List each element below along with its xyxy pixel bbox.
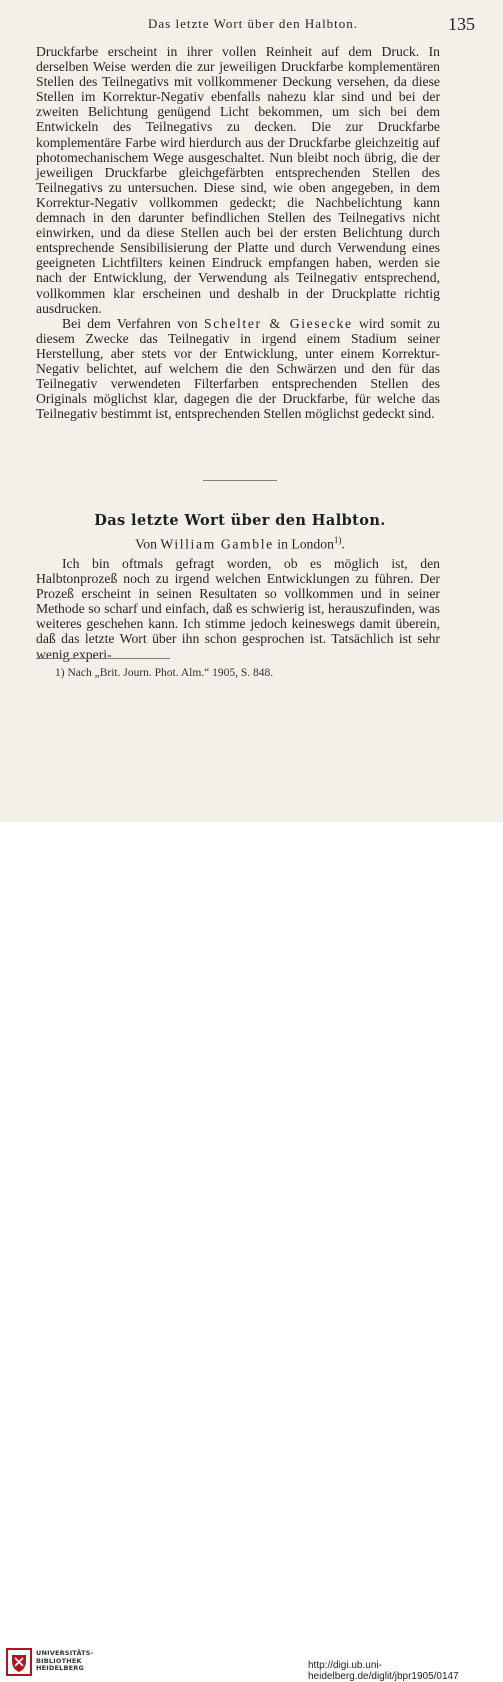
byline: Von William Gamble in London$^{1)}$. bbox=[135, 535, 345, 552]
running-head bbox=[0, 14, 503, 36]
section-divider bbox=[203, 480, 277, 481]
running-title: Das letzte Wort über den Halbton. bbox=[148, 16, 359, 31]
byline-prefix: Von bbox=[135, 536, 161, 552]
library-name-line: UNIVERSITÄTS- bbox=[36, 1649, 94, 1657]
paragraph-intro: Ich bin oftmals gefragt worden, ob es möglich ist, den Halbtonprozeß noch zu irgend welchen Entwicklungen zu führen. Der Prozeß erscheint in seinen Resultaten so vollkommen und in seiner Methode so scharf und einfach, daß es schwierig ist, herauszufinden, was weiteres geschehen kann. Ich stimme jedoch keineswegs damit überein, daß das letzte Wort über ihn schon gesprochen ist. Tatsächlich ist sehr wenig experi- bbox=[36, 556, 440, 662]
university-seal-icon[interactable] bbox=[5, 1647, 33, 1677]
footnote-rule bbox=[36, 658, 170, 659]
byline-suffix: in London bbox=[273, 536, 334, 552]
body-text-top bbox=[36, 44, 440, 421]
company-names: Schelter & Giesecke bbox=[204, 315, 353, 331]
page-number: 135 bbox=[448, 14, 475, 34]
author-name: William Gamble bbox=[160, 536, 274, 552]
library-name bbox=[36, 1650, 94, 1673]
paragraph-schelter-giesecke bbox=[36, 316, 440, 422]
footnote-marker: 1) bbox=[333, 535, 342, 545]
book-page bbox=[0, 0, 503, 822]
section-title: Das letzte Wort über den Halbton. bbox=[94, 512, 386, 529]
library-name-line: BIBLIOTHEK bbox=[36, 1656, 82, 1665]
body-text-bottom bbox=[36, 556, 440, 662]
library-name-line: HEIDELBERG bbox=[36, 1664, 85, 1672]
footnote: 1) Nach „Brit. Journ. Phot. Alm.“ 1905, S. 848. bbox=[55, 667, 274, 679]
paragraph-text: wird somit zu diesem Zwecke das Teilnegativ in irgend einem Stadium seiner Herstellung, aber stets vor der Entwicklung, unter einem Korrektur-Negativ belichtet, auf welchem die den Schwärzen und den für das Teilnegativ verwendeten Filterfarben entsprechenden Stellen des Originals möglichst klar, dagegen die der Druckfarbe, für welche das Teilnegativ bestimmt ist, entsprechenden Stellen möglichst gedeckt sind. bbox=[36, 315, 440, 422]
paragraph-text: Bei dem Verfahren von bbox=[62, 315, 205, 331]
library-footer bbox=[0, 822, 503, 1682]
document-url-link[interactable]: http://digi.ub.uni-heidelberg.de/diglit/jbpr1905/0147 bbox=[308, 1660, 459, 1682]
paragraph-continued: Druckfarbe erscheint in ihrer vollen Reinheit auf dem Druck. In derselben Weise werden die zur jeweiligen Druckfarbe komplementären Stellen des Teilnegativs mit vollkommener Deckung versehen, da diese Stellen im Korrektur-Negativ ebenfalls nahezu klar sind und bei der zweiten Belichtung genügend Licht bekommen, um sich bei dem Entwickeln des Teilnegativs zu decken. Die zur Druckfarbe komplementäre Farbe wird hierdurch aus der Druckfarbe gleichzeitig auf photomechanischem Wege ausgeschaltet. Nun bleibt noch übrig, die der jeweiligen Druckfarbe gleichgefärbten entsprechenden Stellen des Teilnegativs zu untersuchen. Diese sind, wie oben angegeben, in dem Korrektur-Negativ vollkommen gedeckt; die Nachbelichtung kann demnach in den darunter befindlichen Stellen des Teilnegativs nicht einwirken, und da diese Stellen auch bei der ersten Belichtung durch entsprechende Sensibilisierung der Platte und durch Verwendung eines geeigneten Lichtfilters keinen Eindruck empfangen haben, werden sie nach der Entwicklung, der Verwendung als Teilnegativ entsprechend, vollkommen klar erscheinen und deshalb in der Druckplatte richtig ausdrucken. bbox=[36, 44, 440, 316]
